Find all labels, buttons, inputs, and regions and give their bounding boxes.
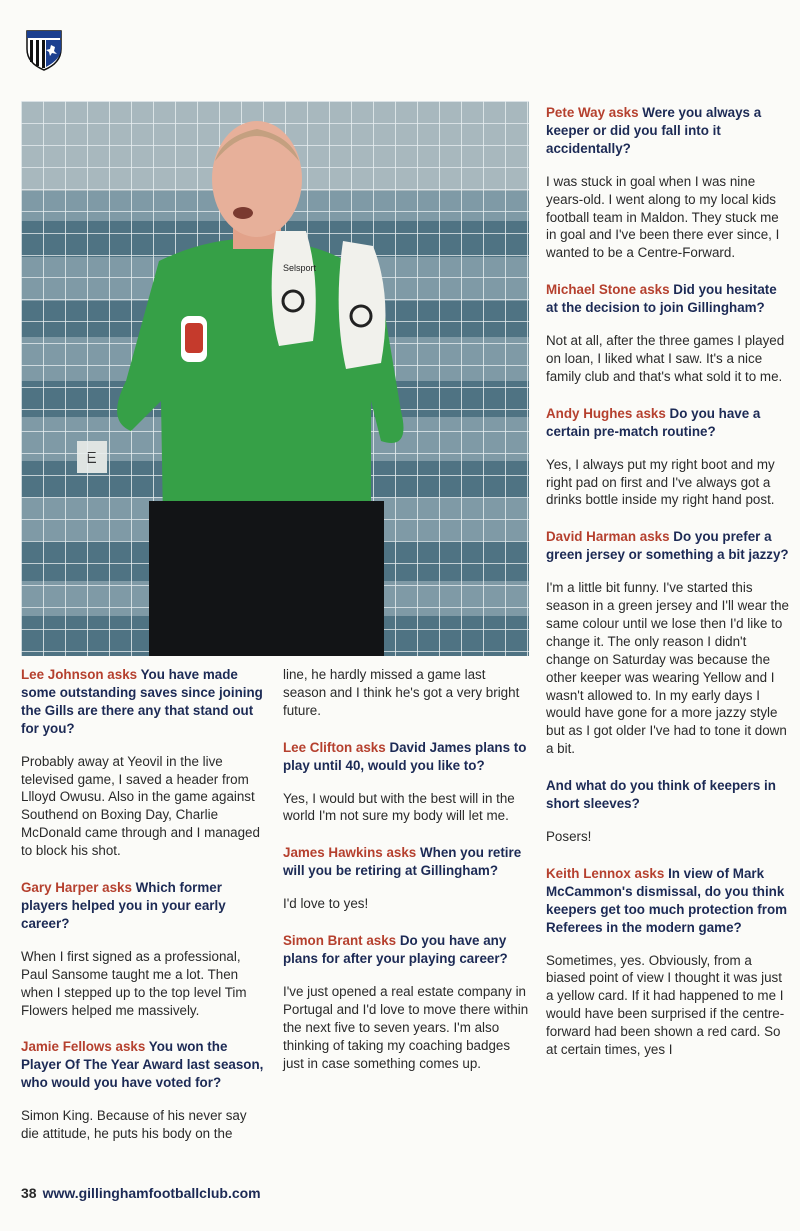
question-text: You won the Player Of The Year Award last season, who would you have voted for?: [21, 1039, 264, 1091]
glove-sponsor-text: Selsport: [283, 263, 317, 273]
question-heading: [283, 739, 531, 775]
qa-block: [546, 281, 790, 386]
column-2: [283, 666, 531, 1091]
question-heading: [546, 865, 790, 937]
answer-text: I've just opened a real estate company in Portugal and I'd love to move there within the next five to seven years. I'm also thinking of taking my coaching badges just in case something comes up.: [283, 983, 529, 1071]
qa-block: [283, 739, 531, 826]
qa-block: [283, 932, 531, 1072]
answer-text: Not at all, after the three games I played on loan, I liked what I saw. It's a nice family club and that's what sold it to me.: [546, 333, 785, 384]
answer-text: I'd love to yes!: [283, 896, 369, 912]
continued-answer-text: line, he hardly missed a game last season and I think he's got a very bright future.: [283, 667, 520, 718]
question-text: Which former players helped you in your early career?: [21, 880, 226, 931]
question-text: In view of Mark McCammon's dismissal, do you think keepers get too much protection from Referees in the modern game?: [546, 865, 788, 935]
column-1: [21, 666, 267, 1162]
question-heading: [546, 281, 790, 317]
question-heading: [546, 777, 790, 813]
asker-name: Lee Clifton asks: [283, 739, 386, 755]
question-heading: [546, 528, 790, 564]
question-text: Do you prefer a green jersey or something a bit jazzy?: [546, 529, 789, 563]
answer-text: When I first signed as a professional, Paul Sansome taught me a lot. Then when I stepped up to the top level Tim Flowers helped me massively.: [21, 948, 247, 1018]
answer-text: Yes, I would but with the best will in the world I'm not sure my body will let me.: [283, 790, 515, 824]
question-heading: [546, 104, 790, 158]
club-crest-logo: [25, 25, 63, 71]
page-footer: [21, 1185, 261, 1201]
asker-name: James Hawkins asks: [283, 845, 417, 861]
asker-name: Gary Harper asks: [21, 880, 132, 896]
qa-block: [546, 865, 790, 1059]
qa-block: [21, 666, 267, 860]
asker-name: Michael Stone asks: [546, 282, 670, 298]
question-heading: [283, 844, 531, 880]
column-3: [546, 104, 790, 1078]
qa-block: [546, 405, 790, 510]
asker-name: Lee Johnson asks: [21, 667, 138, 682]
qa-block: [21, 1038, 267, 1143]
question-heading: [283, 932, 531, 968]
answer-text: Probably away at Yeovil in the live televised game, I saved a header from Llloyd Owusu. Also in the game against Southend on Boxing Day, Charlie McDonald came through and I managed to block his shot.: [21, 753, 260, 859]
question-text: Were you always a keeper or did you fall into it accidentally?: [546, 105, 762, 156]
question-heading: [21, 879, 267, 933]
question-text: And what do you think of keepers in short sleeves?: [546, 778, 776, 812]
answer-text: Sometimes, yes. Obviously, from a biased point of view I thought it was just a yellow card. If it had happened to me I would have been surprised if the centre-forward had been shown a red card. So at certain times, yes I: [546, 952, 785, 1058]
qa-block: [546, 777, 790, 846]
asker-name: Jamie Fellows asks: [21, 1039, 146, 1055]
answer-text: Posers!: [546, 829, 592, 844]
page-number: 38: [21, 1185, 37, 1201]
question-text: Did you hesitate at the decision to join Gillingham?: [546, 282, 777, 316]
asker-name: Pete Way asks: [546, 105, 639, 120]
goalkeeper-photo: [21, 101, 529, 656]
website-link[interactable]: www.gillinghamfootballclub.com: [42, 1185, 261, 1201]
question-heading: [21, 666, 267, 738]
question-text: Do you have any plans for after your playing career?: [283, 933, 508, 966]
answer-text: Yes, I always put my right boot and my right pad on first and I've always got a drinks bottle inside my right hand post.: [546, 456, 775, 508]
qa-block: [283, 844, 531, 913]
qa-block: [546, 528, 790, 758]
qa-block: [546, 104, 790, 262]
asker-name: David Harman asks: [546, 529, 670, 545]
asker-name: Simon Brant asks: [283, 933, 397, 949]
question-heading: [21, 1038, 267, 1092]
question-heading: [546, 405, 790, 441]
question-text: When you retire will you be retiring at Gillingham?: [283, 845, 522, 879]
answer-text: Simon King. Because of his never say die attitude, he puts his body on the: [21, 1108, 247, 1142]
asker-name: Andy Hughes asks: [546, 405, 666, 421]
question-text: Do you have a certain pre-match routine?: [546, 405, 761, 439]
asker-name: Keith Lennox asks: [546, 865, 665, 881]
question-text: David James plans to play until 40, would you like to?: [283, 739, 527, 773]
question-text: You have made some outstanding saves since joining the Gills are there any that stand out for you?: [21, 667, 263, 736]
answer-text: I was stuck in goal when I was nine years-old. I went along to my local kids football team in Maldon. They stuck me in goal and I've been there ever since, I wanted to be a Centre-Forward.: [546, 173, 780, 261]
qa-block: [21, 879, 267, 1019]
answer-text: I'm a little bit funny. I've started this season in a green jersey and I'll wear the same colour until we lose then I'd like to change it. The only reason I didn't change on Saturday was because the other keeper was wearing Yellow and I wasn't allowed to. In my early days I would have gone for a more jazzy style but as I got older I've had to tone it down a bit.: [546, 580, 789, 757]
